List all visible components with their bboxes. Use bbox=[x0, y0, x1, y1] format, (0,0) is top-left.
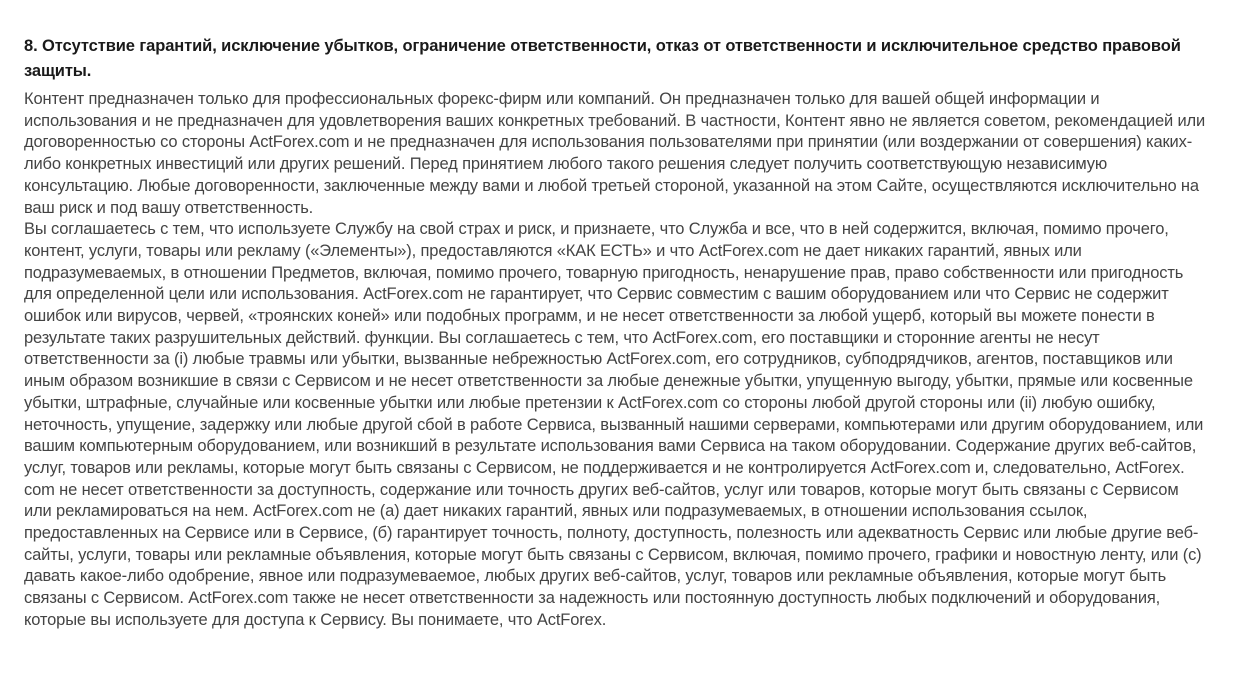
terms-paragraph-2: Вы соглашаетесь с тем, что используете Службу на свой страх и риск, и признаете, что Служба и все, что в ней содержится, включая, помимо прочего, контент, услуги, товары или рекламу («Элементы»), предоставляются «КАК ЕСТЬ» и что ActForex.com не дает никаких гарантий, явных или подразумеваемых, в отношении Предметов, включая, помимо прочего, товарную пригодность, ненарушение прав, право собственности или пригодность для определенной цели или использования. ActForex.com не гарантирует, что Сервис совместим с вашим оборудованием или что Сервис не содержит ошибок или вирусов, червей, «троянских коней» или подобных программ, и не несет ответственности за любой ущерб, который вы можете понести в результате таких разрушительных действий. функции. Вы соглашаетесь с тем, что ActForex.com, его поставщики и сторонние агенты не несут ответственности за (i) любые травмы или убытки, вызванные небрежностью ActForex.com, его сотрудников, субподрядчиков, агентов, поставщиков или иным образом возникшие в связи с Сервисом и не несет ответственности за любые денежные убытки, упущенную выгоду, убытки, прямые или косвенные убытки, штрафные, случайные или косвенные убытки или любые претензии к ActForex.com со стороны любой другой стороны или (ii) любую ошибку, неточность, упущение, задержку или любые другой сбой в работе Сервиса, вызванный нашими серверами, компьютерами или другим оборудованием, или вашим компьютерным оборудованием, или возникший в результате использования вами Сервиса на таком оборудовании. Содержание других веб-сайтов, услуг, товаров или рекламы, которые могут быть связаны с Сервисом, не поддерживается и не контролируется ActForex.com и, следовательно, ActForex. com не несет ответственности за доступность, содержание или точность других веб-сайтов, услуг или товаров, которые могут быть связаны с Сервисом или рекламироваться на нем. ActForex.com не (а) дает никаких гарантий, явных или подразумеваемых, в отношении использования ссылок, предоставленных на Сервисе или в Сервисе, (б) гарантирует точность, полноту, доступность, полезность или адекватность Сервис или любые другие веб-сайты, услуги, товары или рекламные объявления, которые могут быть связаны с Сервисом, включая, помимо прочего, графики и новостную ленту, или (с) давать какое-либо одобрение, явное или подразумеваемое, любых других веб-сайтов, услуг, товаров или рекламные объявления, которые могут быть связаны с Сервисом. ActForex.com также не несет ответственности за надежность или постоянную доступность любых подключений и оборудования, которые вы используете для доступа к Сервису. Вы понимаете, что ActForex. bbox=[24, 220, 1204, 629]
section-heading: 8. Отсутствие гарантий, исключение убытков, ограничение ответственности, отказ от ответственности и исключительное средство правовой защиты. bbox=[24, 37, 1181, 80]
terms-paragraph-1: Контент предназначен только для профессиональных форекс-фирм или компаний. Он предназначен только для вашей общей информации и использования и не предназначен для удовлетворения ваших конкретных требований. В частности, Контент явно не является советом, рекомендацией или договоренностью со стороны ActForex.com и не предназначен для использования пользователями при принятии (или воздержании от совершения) каких-либо конкретных инвестиций или других решений. Перед принятием любого такого решения следует получить соответствующую независимую консультацию. Любые договоренности, заключенные между вами и любой третьей стороной, указанной на этом Сайте, осуществляются исключительно на ваш риск и под вашу ответственность. bbox=[24, 90, 1206, 217]
terms-body bbox=[24, 89, 1208, 632]
